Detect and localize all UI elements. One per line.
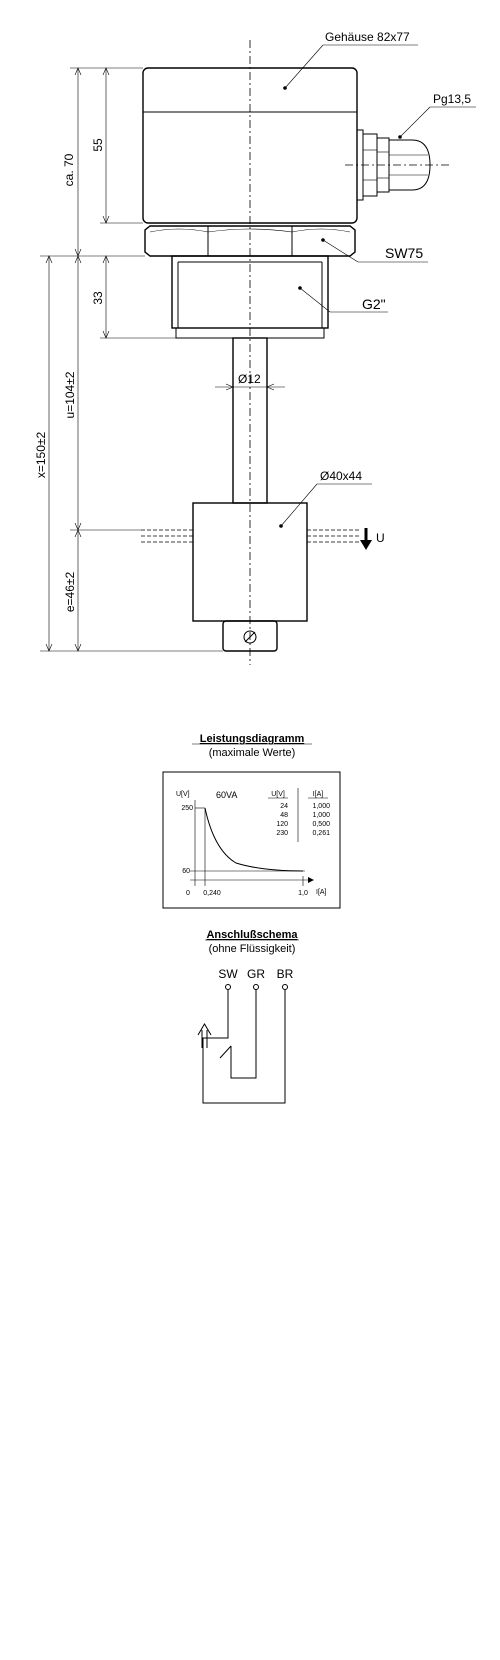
performance-title: Leistungsdiagramm	[199, 733, 305, 745]
wiring-title: Anschlußschema	[206, 929, 298, 941]
x-tick-0: 0	[186, 890, 190, 897]
terminal-gr-point	[254, 985, 259, 990]
table-row-4-u: 230	[276, 830, 288, 837]
dim-33: 33	[91, 291, 105, 305]
terminal-sw-point	[226, 985, 231, 990]
rating-table	[268, 788, 330, 842]
dim-u: u=104±2	[63, 371, 77, 419]
terminal-br: BR	[276, 967, 294, 981]
table-row-4-i: 0,261	[312, 830, 330, 837]
wrench-size-label: SW75	[385, 245, 424, 261]
performance-x-axis-label: I[A]	[316, 889, 327, 896]
performance-diagram	[163, 733, 340, 908]
housing-label: Gehäuse 82x77	[325, 30, 410, 44]
y-tick-250: 250	[181, 805, 193, 812]
dim-e: e=46±2	[63, 571, 77, 613]
table-row-2-i: 1,000	[312, 812, 330, 819]
table-row-3-u: 120	[276, 821, 288, 828]
power-curve	[205, 808, 303, 871]
table-header-u: U[V]	[271, 791, 285, 798]
gland-label: Pg13,5	[433, 92, 472, 106]
performance-subtitle: (maximale Werte)	[208, 747, 296, 759]
x-tick-0240: 0,240	[203, 890, 221, 897]
terminal-gr: GR	[247, 967, 265, 981]
switch-direction-arrow	[360, 528, 385, 550]
thread-label: G2"	[362, 296, 386, 312]
switch-label: U	[376, 531, 385, 545]
float-switch-arrow	[198, 1024, 211, 1048]
table-row-1-u: 24	[280, 803, 288, 810]
stem-diameter-label: Ø12	[238, 372, 261, 386]
dim-55: 55	[91, 138, 105, 152]
performance-y-axis-label: U[V]	[176, 791, 190, 798]
table-row-2-u: 48	[280, 812, 288, 819]
dim-ca70: ca. 70	[62, 153, 76, 187]
x-tick-10: 1,0	[298, 890, 308, 897]
terminal-br-point	[283, 985, 288, 990]
cable-gland	[345, 130, 450, 200]
power-label: 60VA	[216, 790, 238, 800]
terminal-sw: SW	[218, 967, 238, 981]
wiring-diagram	[198, 929, 299, 1103]
table-header-i: I[A]	[312, 791, 324, 798]
table-row-3-i: 0,500	[312, 821, 330, 828]
table-row-1-i: 1,000	[312, 803, 330, 810]
dim-x: x=150±2	[34, 431, 48, 479]
y-tick-60: 60	[182, 868, 190, 875]
float-size-label: Ø40x44	[320, 469, 363, 483]
wiring-subtitle: (ohne Flüssigkeit)	[208, 943, 296, 955]
dimension-lines	[34, 68, 285, 651]
